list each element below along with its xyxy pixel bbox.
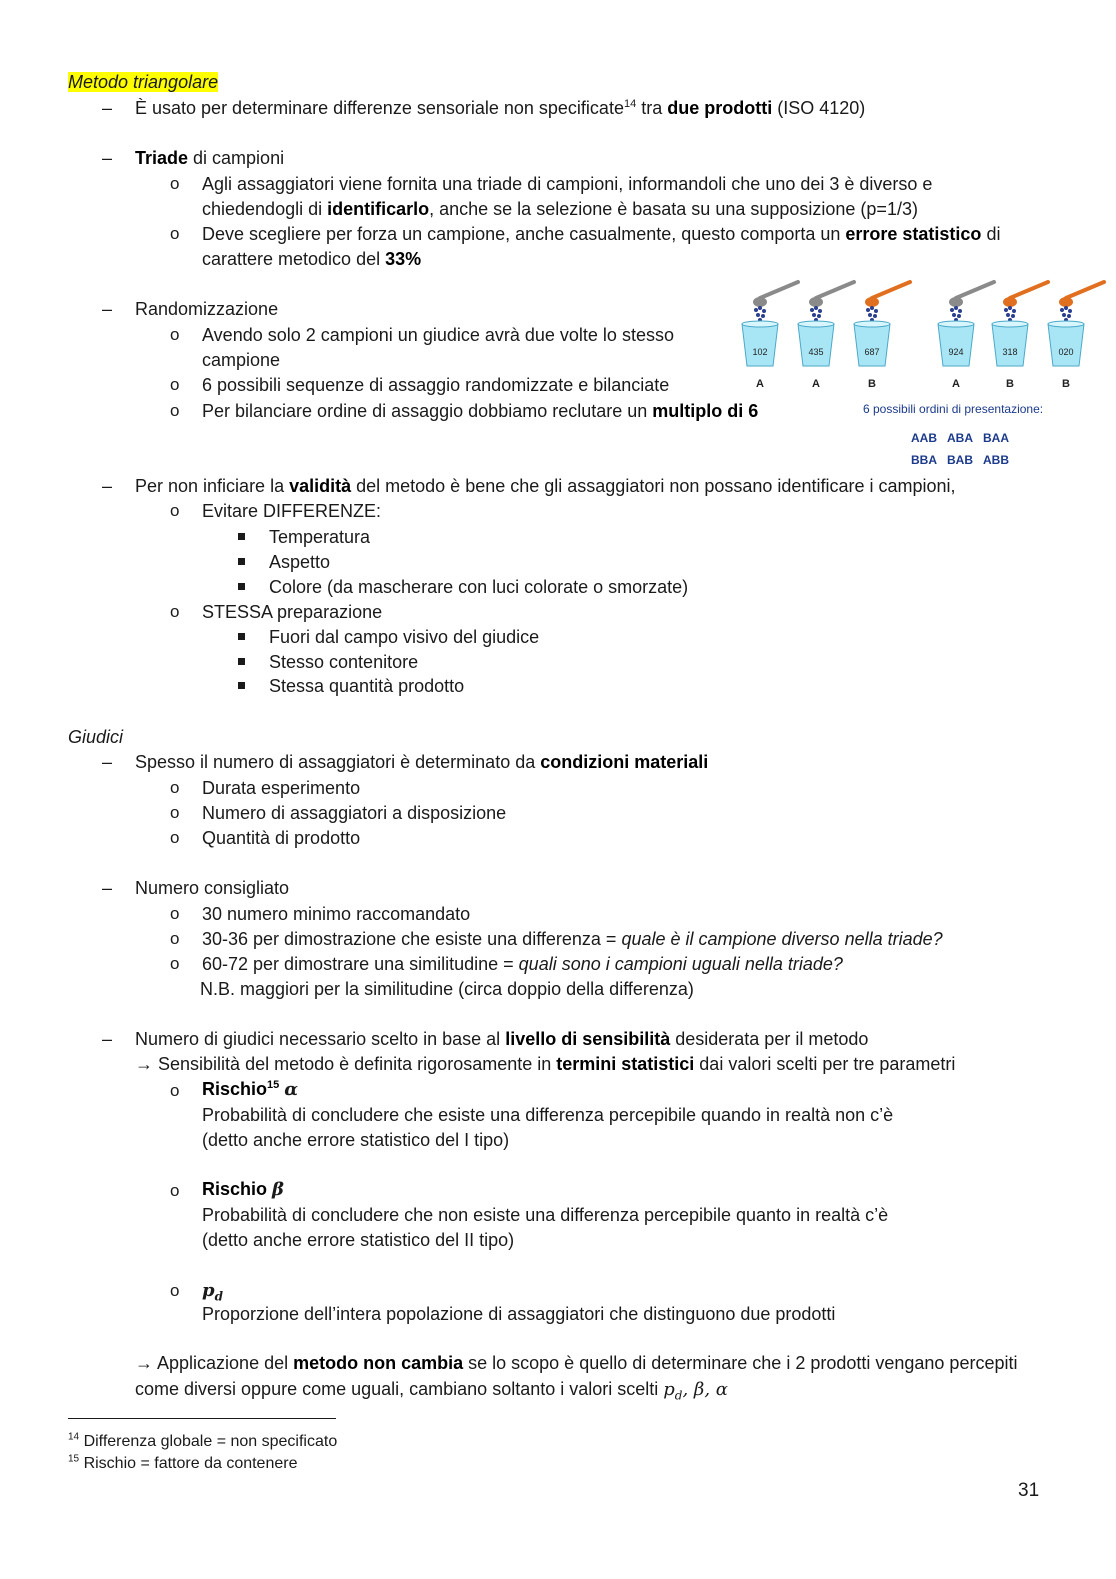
text-span: Applicazione del — [157, 1353, 294, 1373]
sample-granule — [1012, 309, 1016, 313]
sample-granule — [1008, 306, 1012, 310]
spoon-bowl — [865, 297, 879, 307]
text-span: Deve scegliere per forza un campione, anche casualmente, questo comporta un — [202, 224, 846, 244]
dash-bullet: – — [102, 299, 113, 319]
rischio-alpha-label — [202, 1078, 298, 1101]
cup-number: 102 — [752, 347, 768, 357]
page-number: 31 — [1018, 1480, 1040, 1501]
cup-body — [854, 324, 890, 366]
triade-item-2-line-1 — [202, 223, 1000, 245]
random-item-1-line-1: Avendo solo 2 campioni un giudice avrà due volte lo stesso — [202, 325, 674, 345]
sample-granule — [1068, 309, 1072, 313]
spoon-bowl — [949, 297, 963, 307]
dash-bullet: – — [102, 1029, 113, 1049]
cup-label: B — [1062, 378, 1070, 390]
cup-body — [938, 324, 974, 366]
rischio-alpha-desc-1: Probabilità di concludere che esiste una differenza percepibile quando in realtà non c’è — [202, 1105, 894, 1125]
cup-number: 020 — [1058, 347, 1074, 357]
italic-text: quali sono i campioni uguali nella triade? — [518, 954, 843, 974]
footnote-text: Rischio = fattore da contenere — [79, 1455, 298, 1472]
rischio-beta-desc-1: Probabilità di concludere che non esiste una differenza percepibile quanto in realtà c’è — [202, 1205, 889, 1225]
circle-bullet: o — [170, 954, 180, 973]
cup-label: B — [1006, 378, 1014, 390]
pd-symbol: p — [202, 1280, 215, 1301]
sample-granule — [866, 308, 870, 312]
sample-granule — [756, 313, 760, 317]
spoon-bowl — [809, 297, 823, 307]
dash-bullet: – — [102, 752, 113, 772]
cup-rim — [1048, 321, 1084, 327]
beta-alpha-symbols: , β, α — [682, 1379, 728, 1400]
bold-text: termini statistici — [556, 1054, 695, 1074]
text-span: È usato per determinare differenze sensoriale non specificate — [135, 98, 624, 118]
text-span: Numero di giudici necessario scelto in base al — [135, 1029, 506, 1049]
footnote-number: 15 — [68, 1453, 80, 1465]
numero-consigliato-heading: Numero consigliato — [135, 878, 290, 898]
dash-bullet: – — [102, 98, 113, 118]
text-span: (ISO 4120) — [772, 98, 866, 118]
triade-heading — [135, 147, 284, 169]
sensibilita-arrow-line — [135, 1053, 955, 1075]
section-title-giudici: Giudici — [68, 727, 124, 747]
final-line-1 — [135, 1352, 1017, 1374]
footnote-15 — [68, 1454, 297, 1474]
condizioni-item-durata: Durata esperimento — [202, 778, 361, 798]
dash-bullet: – — [102, 476, 113, 496]
text-span: , anche se la selezione è basata su una supposizione (p=1/3) — [429, 199, 918, 219]
nb-note: N.B. maggiori per la similitudine (circa doppio della differenza) — [200, 979, 694, 999]
bold-text: identificarlo — [327, 199, 430, 219]
random-item-3 — [202, 400, 758, 422]
sample-cup-020 — [1048, 282, 1104, 390]
numero-item-30-36 — [202, 928, 943, 950]
circle-bullet: o — [170, 325, 180, 344]
cup-body — [1048, 324, 1084, 366]
dash-bullet: – — [102, 878, 113, 898]
sample-granule — [870, 306, 874, 310]
sample-granule — [958, 309, 962, 313]
sequence-bba: BBA — [911, 453, 937, 467]
arrow-icon: → — [135, 1054, 153, 1074]
final-line-2 — [135, 1378, 728, 1407]
diff-item-temperatura: Temperatura — [269, 527, 371, 547]
sample-granule — [952, 313, 956, 317]
spoon-bowl — [1003, 297, 1017, 307]
triade-item-1-line-2 — [202, 198, 918, 220]
sample-granule — [1006, 313, 1010, 317]
cup-number: 435 — [808, 347, 824, 357]
square-bullet — [238, 658, 245, 665]
paragraph-iso — [135, 97, 865, 119]
footnote-14 — [68, 1432, 337, 1452]
spoon-handle — [816, 282, 854, 298]
condizioni-item-numero: Numero di assaggiatori a disposizione — [202, 803, 507, 823]
text-span: chiedendogli di — [202, 199, 328, 219]
italic-text: quale è il campione diverso nella triade? — [621, 929, 943, 949]
pd-subscript: d — [214, 1289, 223, 1304]
cup-rim — [992, 321, 1028, 327]
sample-granule — [1004, 308, 1008, 312]
sample-granule — [874, 309, 878, 313]
sample-cup-687 — [854, 282, 910, 390]
text-span: Per non inficiare la — [135, 476, 290, 496]
circle-bullet: o — [170, 1281, 180, 1300]
square-bullet — [238, 682, 245, 689]
spoon-handle — [1066, 282, 1104, 298]
sample-granule — [868, 313, 872, 317]
prep-item-quantita: Stessa quantità prodotto — [269, 676, 465, 696]
sample-granule — [818, 309, 822, 313]
text-span: Spesso il numero di assaggiatori è determinato da — [135, 752, 541, 772]
circle-bullet: o — [170, 778, 180, 797]
text-span: tra — [636, 98, 668, 118]
validity-heading — [135, 475, 956, 497]
sample-granule — [754, 308, 758, 312]
footnote-ref[interactable]: 14 — [623, 98, 637, 110]
circle-bullet: o — [170, 904, 180, 923]
section-title-metodo-triangolare — [68, 71, 218, 93]
bold-text: errore statistico — [845, 224, 982, 244]
triade-item-1-line-1: Agli assaggiatori viene fornita una triade di campioni, informandoli che uno dei 3 è diverso e — [202, 174, 933, 194]
random-item-2: 6 possibili sequenze di assaggio randomizzate e bilanciate — [202, 375, 670, 395]
cup-label: A — [756, 378, 764, 390]
pd-subscript: d — [674, 1388, 683, 1403]
alpha-symbol: α — [284, 1079, 299, 1100]
random-heading: Randomizzazione — [135, 299, 279, 319]
square-bullet — [238, 583, 245, 590]
cup-number: 924 — [948, 347, 964, 357]
prep-item-contenitore: Stesso contenitore — [269, 652, 419, 672]
prep-item-campo-visivo: Fuori dal campo visivo del giudice — [269, 627, 540, 647]
circle-bullet: o — [170, 174, 180, 193]
bold-text: metodo non cambia — [293, 1353, 464, 1373]
spoon-bowl — [753, 297, 767, 307]
text-span: se lo scopo è quello di determinare che i 2 prodotti vengano percepiti — [463, 1353, 1018, 1373]
text-span: Per bilanciare ordine di assaggio dobbiamo reclutare un — [202, 401, 653, 421]
text-span: carattere metodico del — [202, 249, 386, 269]
random-item-1-line-2: campione — [202, 350, 281, 370]
bold-text: due prodotti — [667, 98, 773, 118]
spoon-handle — [760, 282, 798, 298]
rischio-beta-label — [202, 1178, 284, 1201]
footnote-text: Differenza globale = non specificato — [79, 1433, 338, 1450]
sample-granule — [1062, 313, 1066, 317]
diff-item-aspetto: Aspetto — [269, 552, 331, 572]
text-span: dai valori scelti per tre parametri — [694, 1054, 956, 1074]
text-span: del metodo è bene che gli assaggiatori non possano identificare i campioni, — [351, 476, 956, 496]
pd-symbol: p — [663, 1379, 675, 1400]
circle-bullet: o — [170, 401, 180, 420]
bold-text: livello di sensibilità — [505, 1029, 671, 1049]
figure-svg — [738, 278, 1116, 474]
cup-number: 687 — [864, 347, 880, 357]
sample-granule — [1060, 308, 1064, 312]
numero-item-60-72 — [202, 953, 843, 975]
text-span: di campioni — [188, 148, 285, 168]
sequence-bab: BAB — [947, 453, 973, 467]
cup-label: B — [868, 378, 876, 390]
sample-cup-318 — [992, 282, 1048, 390]
cup-body — [992, 324, 1028, 366]
spoon-handle — [956, 282, 994, 298]
circle-bullet: o — [170, 602, 180, 621]
sequence-aba: ABA — [947, 431, 973, 445]
sample-granule — [1064, 306, 1068, 310]
sample-granule — [810, 308, 814, 312]
footnote-number: 14 — [68, 1431, 80, 1443]
cup-body — [742, 324, 778, 366]
condizioni-heading — [135, 751, 708, 773]
sample-granule — [817, 314, 821, 318]
cup-label: A — [952, 378, 960, 390]
cups-group — [742, 282, 1104, 390]
bold-text: validità — [289, 476, 352, 496]
triade-item-2-line-2 — [202, 248, 421, 270]
numero-item-30: 30 numero minimo raccomandato — [202, 904, 471, 924]
square-bullet — [238, 633, 245, 640]
spoon-handle — [1010, 282, 1048, 298]
sample-cup-102 — [742, 282, 798, 390]
circle-bullet: o — [170, 929, 180, 948]
cup-body — [798, 324, 834, 366]
sample-granule — [954, 306, 958, 310]
cup-number: 318 — [1002, 347, 1018, 357]
text-span: 60-72 per dimostrare una similitudine = — [202, 954, 519, 974]
diff-item-colore: Colore (da mascherare con luci colorate o smorzate) — [269, 577, 689, 597]
figure-title: 6 possibili ordini di presentazione: — [863, 402, 1044, 416]
cup-rim — [798, 321, 834, 327]
condizioni-item-quantita: Quantità di prodotto — [202, 828, 361, 848]
sample-granule — [758, 306, 762, 310]
bold-text: Rischio — [202, 1179, 273, 1199]
text-span: come diversi oppure come uguali, cambiano soltanto i valori scelti — [135, 1379, 664, 1399]
beta-symbol: β — [272, 1179, 284, 1200]
circle-bullet: o — [170, 224, 180, 243]
circle-bullet: o — [170, 803, 180, 822]
bold-text: Triade — [135, 148, 189, 168]
bold-text: multiplo di 6 — [652, 401, 759, 421]
spoon-handle — [872, 282, 910, 298]
circle-bullet: o — [170, 1181, 180, 1200]
text-span: Sensibilità del metodo è definita rigorosamente in — [158, 1054, 557, 1074]
square-bullet — [238, 533, 245, 540]
sequence-aab: AAB — [911, 431, 937, 445]
circle-bullet: o — [170, 828, 180, 847]
sample-granule — [762, 309, 766, 313]
text-span: di — [981, 224, 1001, 244]
triangle-test-figure — [738, 278, 1116, 474]
bold-text: condizioni materiali — [540, 752, 709, 772]
prep-heading: STESSA preparazione — [202, 602, 383, 622]
sensibilita-heading — [135, 1028, 868, 1050]
sample-granule — [814, 306, 818, 310]
circle-bullet: o — [170, 375, 180, 394]
sequence-abb: ABB — [983, 453, 1009, 467]
sample-cup-924 — [938, 282, 994, 390]
cup-label: A — [812, 378, 820, 390]
square-bullet — [238, 558, 245, 565]
pd-desc: Proporzione dell’intera popolazione di assaggiatori che distinguono due prodotti — [202, 1304, 836, 1324]
sample-granule — [812, 313, 816, 317]
text-span: desiderata per il metodo — [670, 1029, 869, 1049]
sample-granule — [950, 308, 954, 312]
circle-bullet: o — [170, 501, 180, 520]
rischio-alpha-desc-2: (detto anche errore statistico del I tipo) — [202, 1130, 510, 1150]
footnote-ref[interactable]: 15 — [267, 1079, 280, 1091]
footnote-separator — [68, 1418, 336, 1419]
circle-bullet: o — [170, 1081, 180, 1100]
sample-granule — [1067, 314, 1071, 318]
cup-rim — [938, 321, 974, 327]
arrow-icon: → — [135, 1353, 153, 1373]
sequence-baa: BAA — [983, 431, 1009, 445]
spoon-bowl — [1059, 297, 1073, 307]
bold-text: 33% — [385, 249, 422, 269]
cup-rim — [742, 321, 778, 327]
sample-granule — [957, 314, 961, 318]
text-span: 30-36 per dimostrazione che esiste una differenza = — [202, 929, 622, 949]
cup-rim — [854, 321, 890, 327]
sample-granule — [761, 314, 765, 318]
dash-bullet: – — [102, 148, 113, 168]
sample-cup-435 — [798, 282, 854, 390]
section-title-text: Metodo triangolare — [68, 72, 219, 92]
rischio-beta-desc-2: (detto anche errore statistico del II tipo) — [202, 1230, 515, 1250]
diff-heading: Evitare DIFFERENZE: — [202, 501, 382, 521]
bold-text: Rischio — [202, 1079, 268, 1099]
sample-granule — [1011, 314, 1015, 318]
sample-granule — [873, 314, 877, 318]
